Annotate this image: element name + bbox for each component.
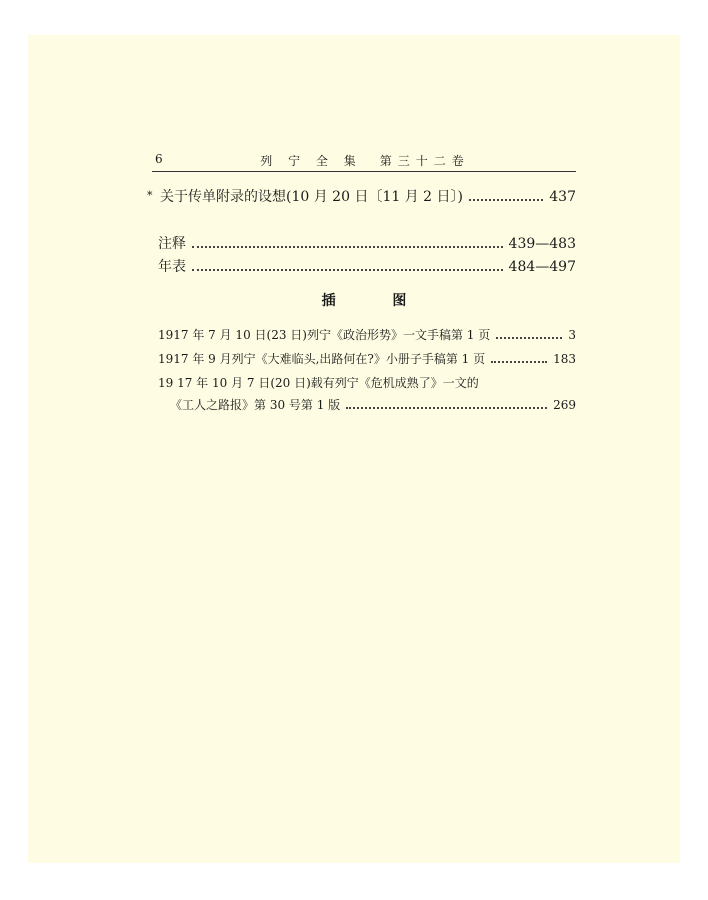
leader-dots xyxy=(192,245,503,248)
header-rule xyxy=(152,171,576,172)
illustration-title-line1: 19 17 年 10 月 7 日(20 日)载有列宁《危机成熟了》一文的 xyxy=(158,376,479,390)
illustration-page: 183 xyxy=(553,352,576,366)
illustration-entry xyxy=(170,396,576,413)
illustration-entry xyxy=(158,350,576,367)
leader-dots xyxy=(496,336,562,339)
toc-entry-leaflet-appendix xyxy=(158,186,576,206)
toc-entry-pages: 484—497 xyxy=(508,259,576,275)
leader-dots xyxy=(469,198,543,201)
running-title: 列 宁 全 集 第三十二卷 xyxy=(260,154,470,168)
illustrations-heading: 插 图 xyxy=(321,293,433,309)
toc-entry-title: 注释 xyxy=(158,236,186,252)
illustration-page: 3 xyxy=(568,328,576,342)
toc-entry-page: 437 xyxy=(549,189,576,205)
illustration-title-line2: 《工人之路报》第 30 号第 1 版 xyxy=(170,398,341,412)
toc-entry-notes xyxy=(158,233,576,253)
toc-entry-chronology xyxy=(158,256,576,276)
toc-entry-pages: 439—483 xyxy=(508,236,576,252)
leader-dots xyxy=(192,268,503,271)
running-header xyxy=(155,152,575,172)
page-number: 6 xyxy=(155,152,163,166)
illustration-entry xyxy=(158,326,576,343)
asterisk-mark: * xyxy=(147,189,153,202)
toc-entry-title: 关于传单附录的设想(10 月 20 日〔11 月 2 日〕) xyxy=(160,189,463,205)
illustration-page: 269 xyxy=(553,398,576,412)
illustration-title: 1917 年 7 月 10 日(23 日)列宁《政治形势》一文手稿第 1 页 xyxy=(158,328,491,342)
leader-dots xyxy=(346,406,547,409)
leader-dots xyxy=(491,360,547,363)
toc-entry-title: 年表 xyxy=(158,259,186,275)
illustration-title: 1917 年 9 月列宁《大难临头,出路何在?》小册子手稿第 1 页 xyxy=(158,352,486,366)
